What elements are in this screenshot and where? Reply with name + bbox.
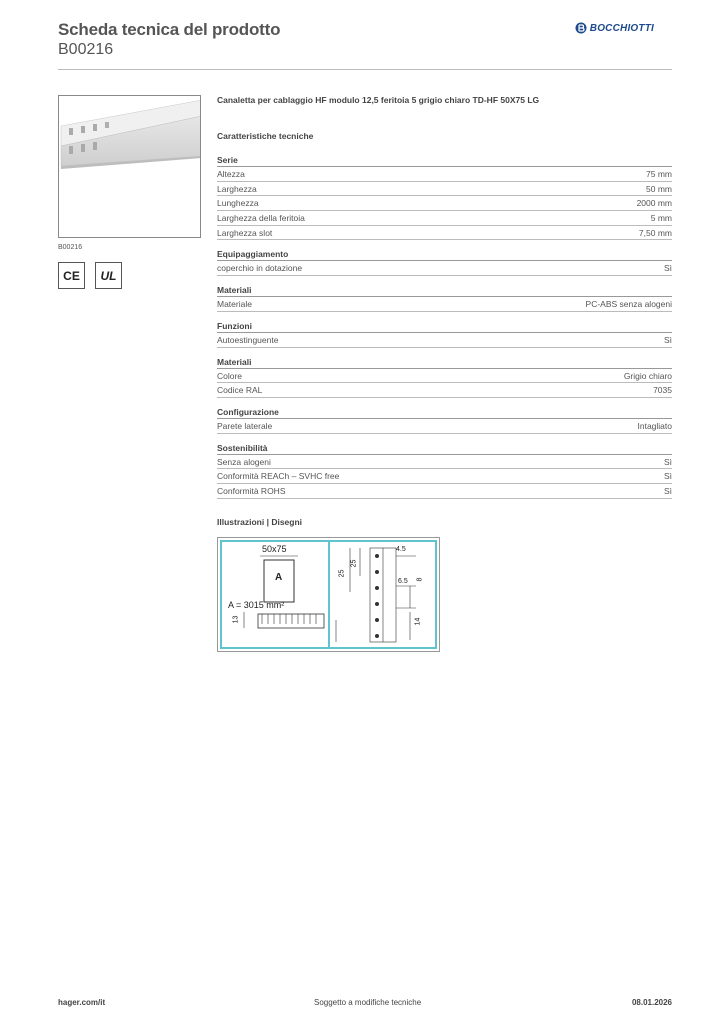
spec-row — [217, 196, 672, 211]
product-sidebar — [58, 95, 201, 289]
spec-value: Sì — [663, 485, 672, 496]
area-letter: A — [275, 571, 283, 583]
specs-heading: Caratteristiche tecniche — [217, 131, 314, 141]
brand-logo-icon — [575, 22, 587, 34]
cross-section-drawing — [222, 542, 330, 647]
spec-value: PC-ABS senza alogeni — [585, 299, 672, 310]
image-caption: B00216 — [58, 244, 83, 251]
certifications — [58, 262, 201, 289]
spec-value: 2000 mm — [636, 198, 672, 209]
spec-label: Larghezza slot — [217, 227, 273, 238]
dim-4-5: 4.5 — [396, 545, 406, 553]
spec-label: Senza alogeni — [217, 456, 271, 467]
spec-value: Sì — [663, 471, 672, 482]
spec-value: 5 mm — [650, 213, 672, 224]
area-value: A = 3015 mm² — [228, 599, 285, 610]
spec-row — [217, 455, 672, 470]
spec-value: Sì — [663, 456, 672, 467]
footer-website: hager.com/it — [58, 998, 106, 1007]
footer-date: 08.01.2026 — [631, 998, 672, 1007]
spec-group — [217, 357, 672, 398]
spec-row — [217, 333, 672, 348]
spec-group-title: Materiali — [217, 357, 672, 369]
dim-6-5: 6.5 — [398, 577, 408, 585]
product-title: Canaletta per cablaggio HF modulo 12,5 feritoia 5 grigio chiaro TD-HF 50X75 LG — [217, 95, 540, 105]
spec-row — [217, 167, 672, 182]
spec-row — [217, 182, 672, 197]
product-details — [217, 95, 672, 652]
side-view-drawing — [330, 542, 435, 647]
spec-value: Grigio chiaro — [623, 370, 672, 381]
dim-14: 14 — [414, 617, 422, 626]
brand-name: BOCCHIOTTI — [589, 22, 654, 34]
spec-group — [217, 407, 672, 434]
spec-label: Larghezza della feritoia — [217, 213, 305, 224]
spec-group-title: Materiali — [217, 285, 672, 297]
page-title: Scheda tecnica del prodotto — [58, 20, 281, 39]
spec-label: Colore — [217, 370, 243, 381]
spec-row — [217, 484, 672, 499]
size-label: 50x75 — [262, 543, 287, 554]
spec-value: Sì — [663, 263, 672, 274]
technical-drawing — [217, 537, 440, 652]
spec-row — [217, 469, 672, 484]
spec-group-title: Equipaggiamento — [217, 249, 672, 261]
dim-25-outer: 25 — [338, 569, 346, 578]
product-image — [58, 95, 201, 238]
spec-group — [217, 249, 672, 276]
spec-label: Parete laterale — [217, 420, 273, 431]
spec-label: Conformità REACh – SVHC free — [217, 471, 340, 482]
spec-group — [217, 285, 672, 312]
spec-row — [217, 383, 672, 398]
product-code: B00216 — [58, 41, 114, 58]
spec-value: 7035 — [653, 385, 672, 396]
spec-row — [217, 211, 672, 226]
spec-label: Materiale — [217, 299, 252, 310]
spec-group-title: Funzioni — [217, 321, 672, 333]
spec-group — [217, 321, 672, 348]
ce-mark-icon: CE — [58, 262, 85, 289]
spec-row — [217, 419, 672, 434]
height-dim: 13 — [232, 615, 240, 624]
brand-logo — [575, 22, 654, 34]
spec-value: 50 mm — [646, 183, 672, 194]
spec-group-title: Configurazione — [217, 407, 672, 419]
spec-group-title: Sostenibilità — [217, 443, 672, 455]
spec-label: coperchio in dotazione — [217, 263, 303, 274]
spec-value: 7,50 mm — [638, 227, 672, 238]
cable-duct-image — [59, 96, 201, 238]
spec-label: Conformità ROHS — [217, 485, 286, 496]
specs-groups — [217, 155, 672, 499]
spec-row — [217, 297, 672, 312]
page-header — [58, 20, 672, 70]
spec-value: 75 mm — [646, 169, 672, 179]
spec-group-title: Serie — [217, 155, 672, 167]
dim-25-inner: 25 — [350, 559, 358, 568]
spec-group — [217, 443, 672, 499]
spec-row — [217, 226, 672, 241]
ul-mark-icon: UL — [95, 262, 122, 289]
spec-label: Larghezza — [217, 183, 257, 194]
spec-group — [217, 155, 672, 240]
spec-value: Intagliato — [637, 420, 672, 431]
spec-row — [217, 369, 672, 384]
spec-label: Altezza — [217, 169, 245, 179]
spec-label: Autoestinguente — [217, 334, 279, 345]
spec-value: Sì — [663, 334, 672, 345]
spec-row — [217, 261, 672, 276]
illustrations-heading: Illustrazioni | Disegni — [217, 516, 303, 527]
spec-label: Lunghezza — [217, 198, 259, 209]
footer-note: Soggetto a modifiche tecniche — [314, 998, 422, 1007]
dim-8: 8 — [416, 577, 424, 582]
spec-label: Codice RAL — [217, 385, 263, 396]
